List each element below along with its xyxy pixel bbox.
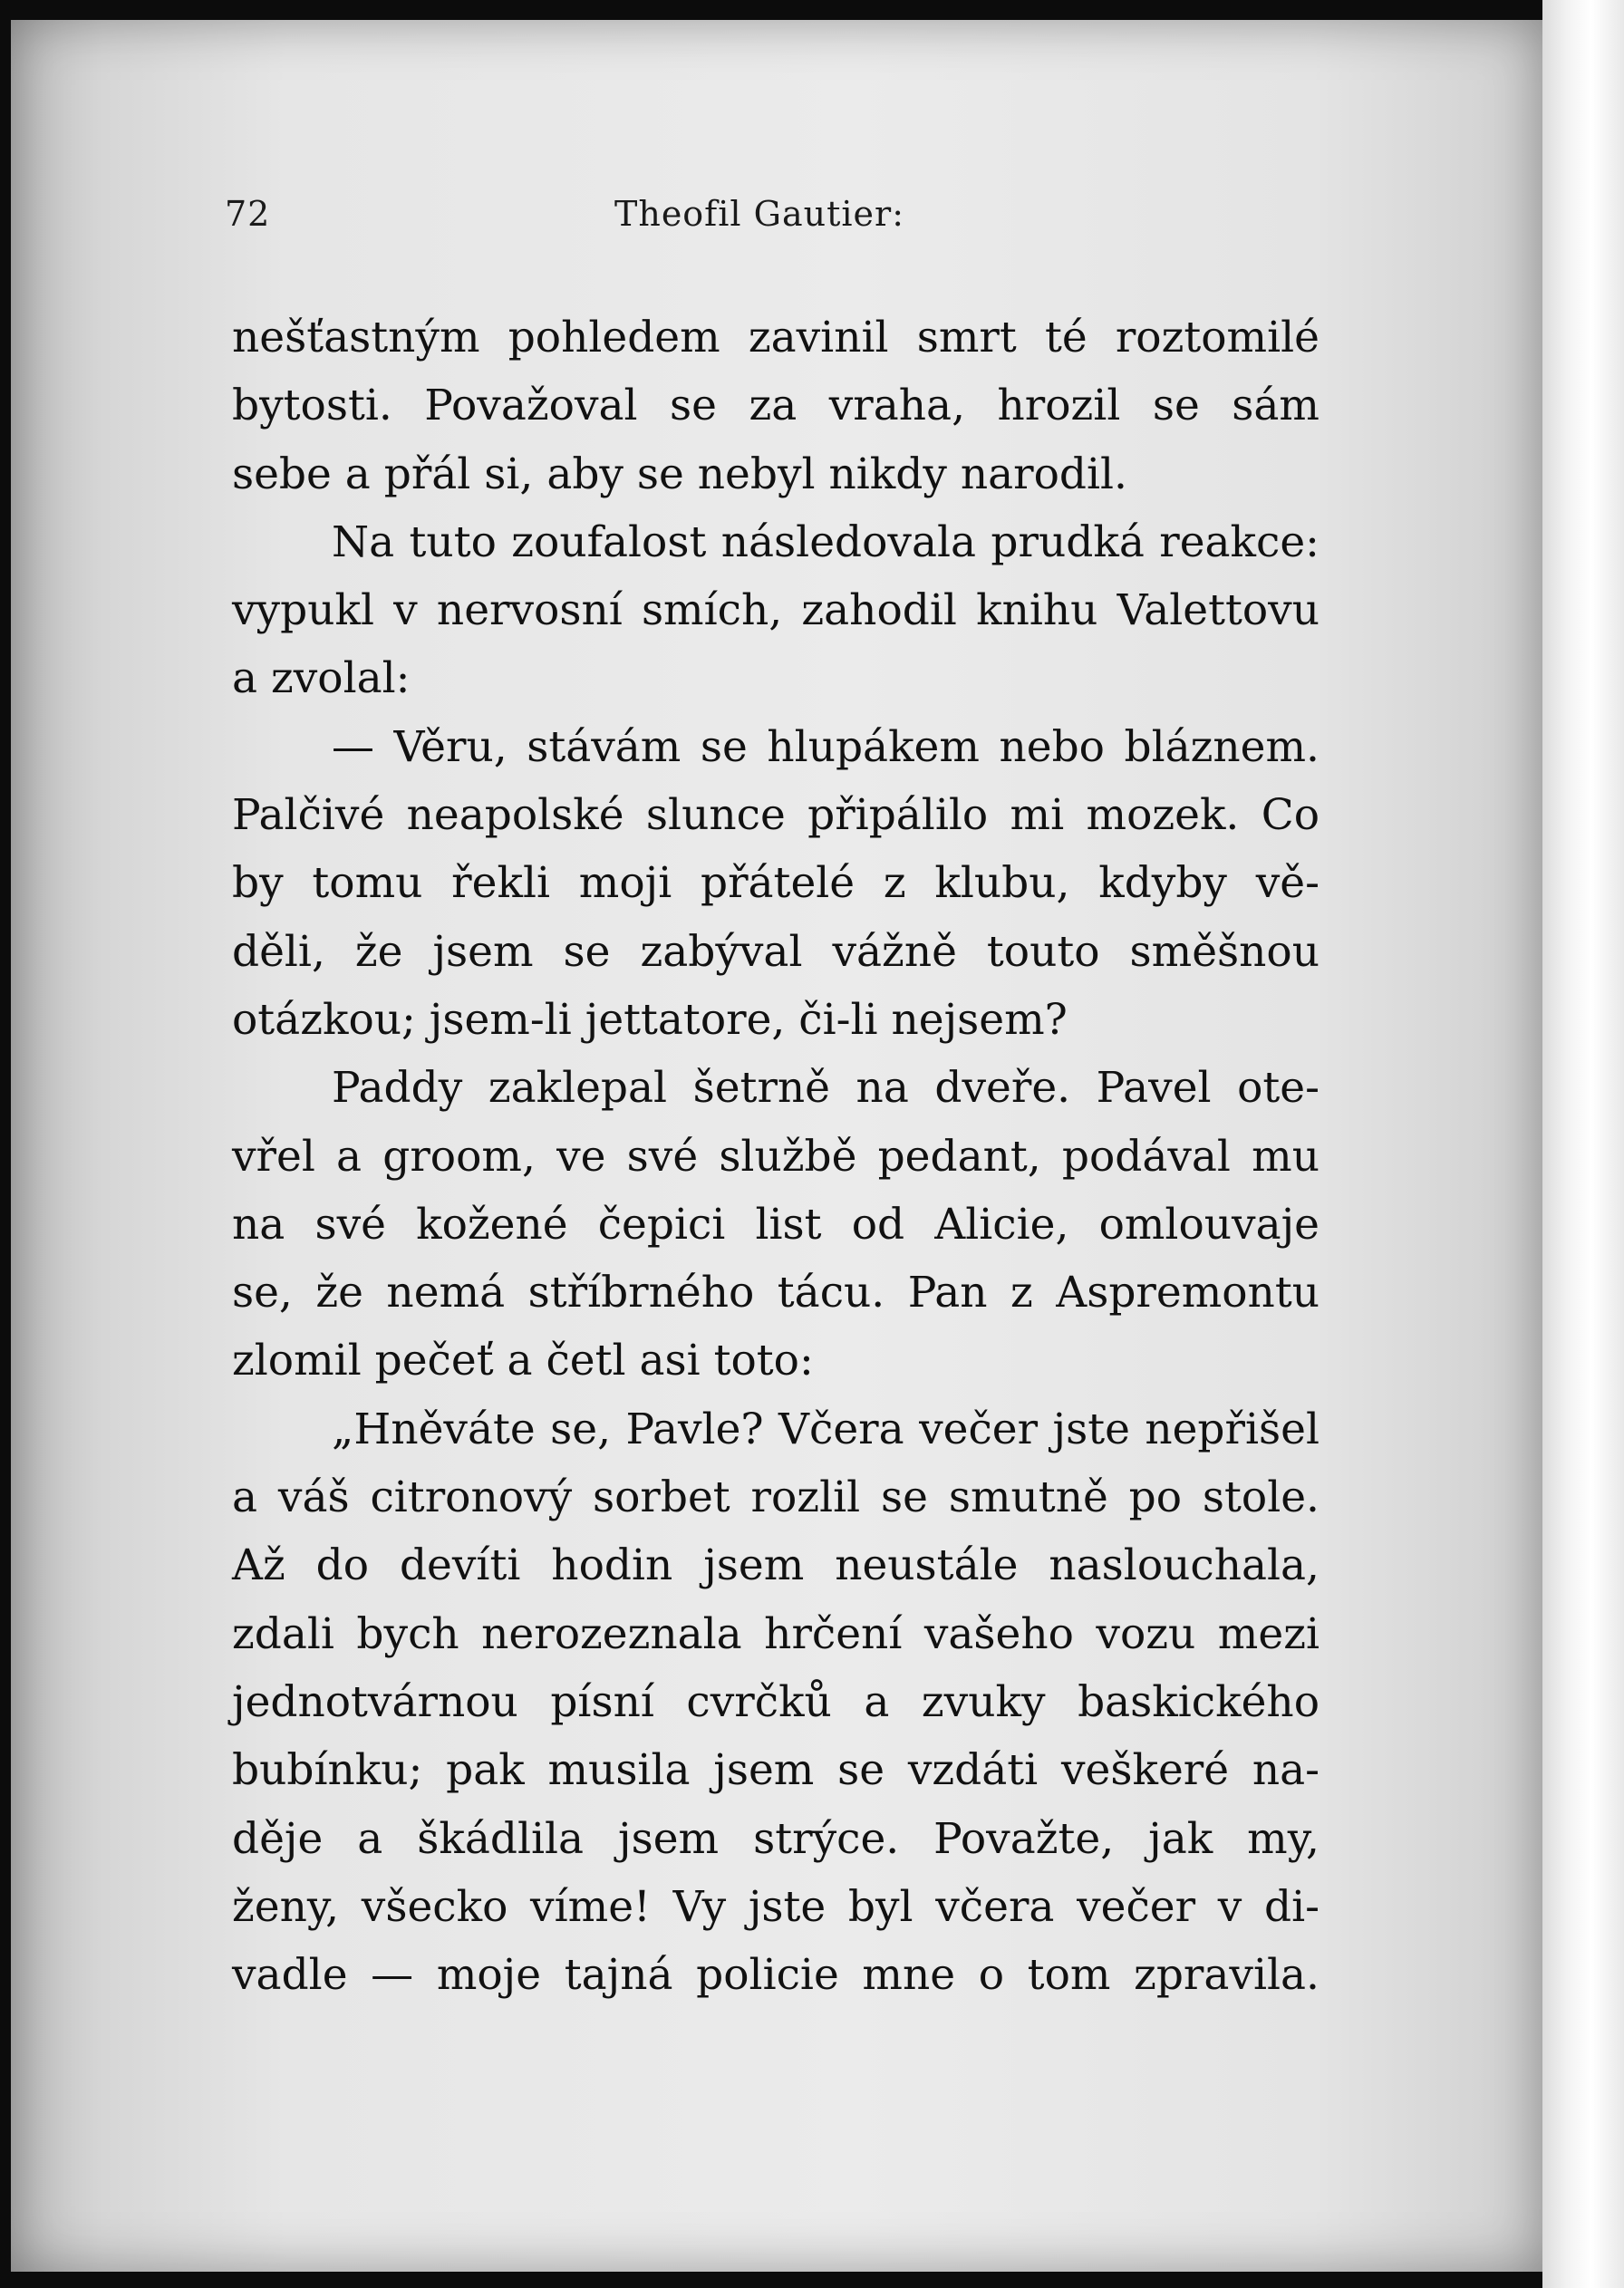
text-line: Na tuto zoufalost následovala prudká reakce: (332, 516, 1320, 567)
body-text (232, 304, 1320, 2009)
page-edge (1542, 0, 1624, 2288)
text-line: bytosti. Považoval se za vraha, hrozil se sám (232, 381, 1320, 431)
text-line: se, že nemá stříbrného tácu. Pan z Aspremontu (232, 1268, 1320, 1318)
text-line: vypukl v nervosní smích, zahodil knihu Valettovu (232, 585, 1320, 636)
text-line: nešťastným pohledem zavinil smrt té roztomilé (232, 313, 1320, 362)
text-line: Až do devíti hodin jsem neustále naslouchala, (232, 1540, 1320, 1591)
text-line: zdali bych nerozeznala hrčení vašeho vozu mezi (232, 1608, 1320, 1659)
page-number: 72 (225, 194, 271, 234)
text-line: děli, že jsem se zabýval vážně touto směšnou (232, 926, 1320, 977)
text-line: a zvolal: (232, 653, 411, 704)
text-line: jednotvárnou písní cvrčků a zvuky baskického (232, 1676, 1320, 1727)
text-line: otázkou; jsem-li jettatore, či-li nejsem? (232, 994, 1068, 1045)
text-line: Palčivé neapolské slunce připálilo mi mozek. Co (232, 790, 1320, 841)
text-line: vřel a groom, ve své službě pedant, podával mu (232, 1131, 1320, 1182)
text-line: by tomu řekli moji přátelé z klubu, kdyby vě- (232, 858, 1320, 909)
text-line: — Věru, stávám se hlupákem nebo bláznem. (332, 721, 1320, 772)
text-line: a váš citronový sorbet rozlil se smutně po stole. (232, 1472, 1320, 1523)
text-line: vadle — moje tajná policie mne o tom zpravila. (232, 1950, 1320, 2001)
text-line: Paddy zaklepal šetrně na dveře. Pavel ote- (332, 1063, 1320, 1114)
page-header (0, 194, 1624, 239)
text-line: ženy, všecko víme! Vy jste byl včera večer v di- (232, 1881, 1320, 1932)
text-line: děje a škádlila jsem strýce. Považte, jak my, (232, 1813, 1320, 1864)
text-line: sebe a přál si, aby se nebyl nikdy narodil. (232, 449, 1127, 499)
text-line: zlomil pečeť a četl asi toto: (232, 1336, 814, 1386)
running-title: Theofil Gautier: (614, 194, 904, 234)
text-line: bubínku; pak musila jsem se vzdáti veškeré na- (232, 1745, 1320, 1796)
text-line: „Hněváte se, Pavle? Včera večer jste nepřišel (332, 1404, 1320, 1454)
text-line: na své kožené čepici list od Alicie, omlouvaje (232, 1199, 1320, 1250)
